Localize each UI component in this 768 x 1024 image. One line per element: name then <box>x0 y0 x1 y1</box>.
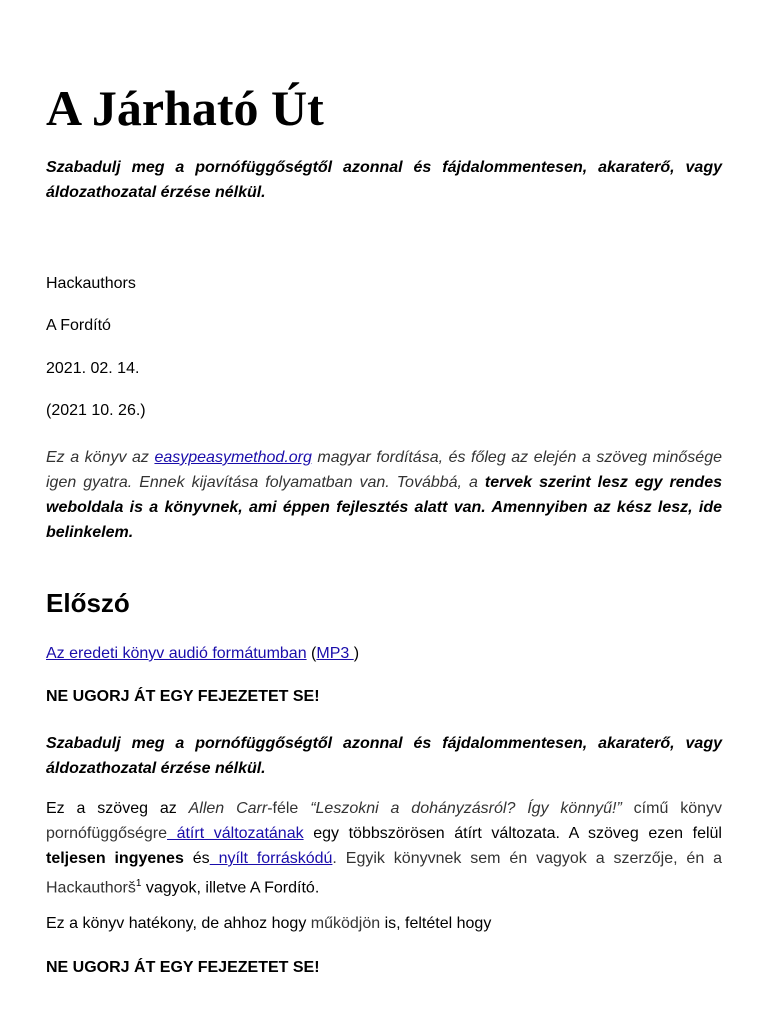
body-text: és <box>183 850 210 867</box>
condition-text-emph: működjön <box>310 915 381 932</box>
document-title: A Járható Út <box>46 80 324 136</box>
warning-line: NE UGORJ ÁT EGY FEJEZETET SE! <box>46 688 320 705</box>
preface-body <box>46 796 722 900</box>
condition-text: is, feltétel hogy <box>380 915 492 932</box>
allen-carr-name: Allen Carr <box>188 800 268 817</box>
warning-line-2: NE UGORJ ÁT EGY FEJEZETET SE! <box>46 959 320 976</box>
preface-lead: Szabadulj meg a pornófüggőségtől azonnal és fájdalommentesen, akaraterő, vagy áldozathozatal érzése nélkül. <box>46 735 722 777</box>
body-text: . Egyik könyvnek sem én vagyok a szerzője, én a Hackauthorš <box>46 850 723 897</box>
body-text: -féle <box>267 800 311 817</box>
open-source-link[interactable]: nyílt forráskódú <box>209 850 333 867</box>
footnote-marker[interactable]: 1 <box>135 878 142 889</box>
mp3-link[interactable]: MP3 <box>316 645 354 662</box>
rewritten-version-link[interactable]: átírt változatának <box>166 825 304 842</box>
easypeasymethod-link[interactable]: easypeasymethod.org <box>154 449 312 466</box>
body-text: Ez a szöveg az <box>46 800 189 817</box>
body-text: című könyv pornófüggőségre <box>46 800 723 842</box>
body-text: vagyok, illetve A Fordító. <box>141 879 320 897</box>
audio-paren-open: ( <box>306 645 317 662</box>
condition-text: Ez a könyv hatékony, de ahhoz hogy <box>46 915 311 932</box>
body-text: egy többszörösen átírt változata. A szöveg ezen felül <box>303 825 722 842</box>
date-line: 2021. 02. 14. <box>46 360 140 377</box>
translator-note <box>46 445 722 545</box>
note-text: magyar fordítása, és főleg az elején a szöveg minősége igen gyatra. Ennek kijavítása folyamatban van. Továbbá, a <box>46 449 723 491</box>
note-text: Ez a könyv az <box>46 449 155 466</box>
free-bold-text: teljesen ingyenes <box>46 850 184 867</box>
translator-line: A Fordító <box>46 317 111 334</box>
note-bold-text: tervek szerint lesz egy rendes weboldala is a könyvnek, ami éppen fejlesztés alatt van. Amennyiben az kész lesz, ide belinkelem. <box>46 474 722 541</box>
audio-paren-close: ) <box>353 645 360 662</box>
audio-book-link[interactable]: Az eredeti könyv audió formátumban <box>46 645 307 662</box>
preface-heading: Előszó <box>46 588 130 618</box>
updated-date-line: (2021 10. 26.) <box>46 402 146 419</box>
author-line: Hackauthors <box>46 275 136 292</box>
book-title: “Leszokni a dohányzásról? Így könnyű!” <box>310 800 622 817</box>
document-subtitle: Szabadulj meg a pornófüggőségtől azonnal és fájdalommentesen, akaraterő, vagy áldozathozatal érzése nélkül. <box>46 159 722 201</box>
condition-line <box>46 914 491 934</box>
audio-line <box>46 644 359 664</box>
